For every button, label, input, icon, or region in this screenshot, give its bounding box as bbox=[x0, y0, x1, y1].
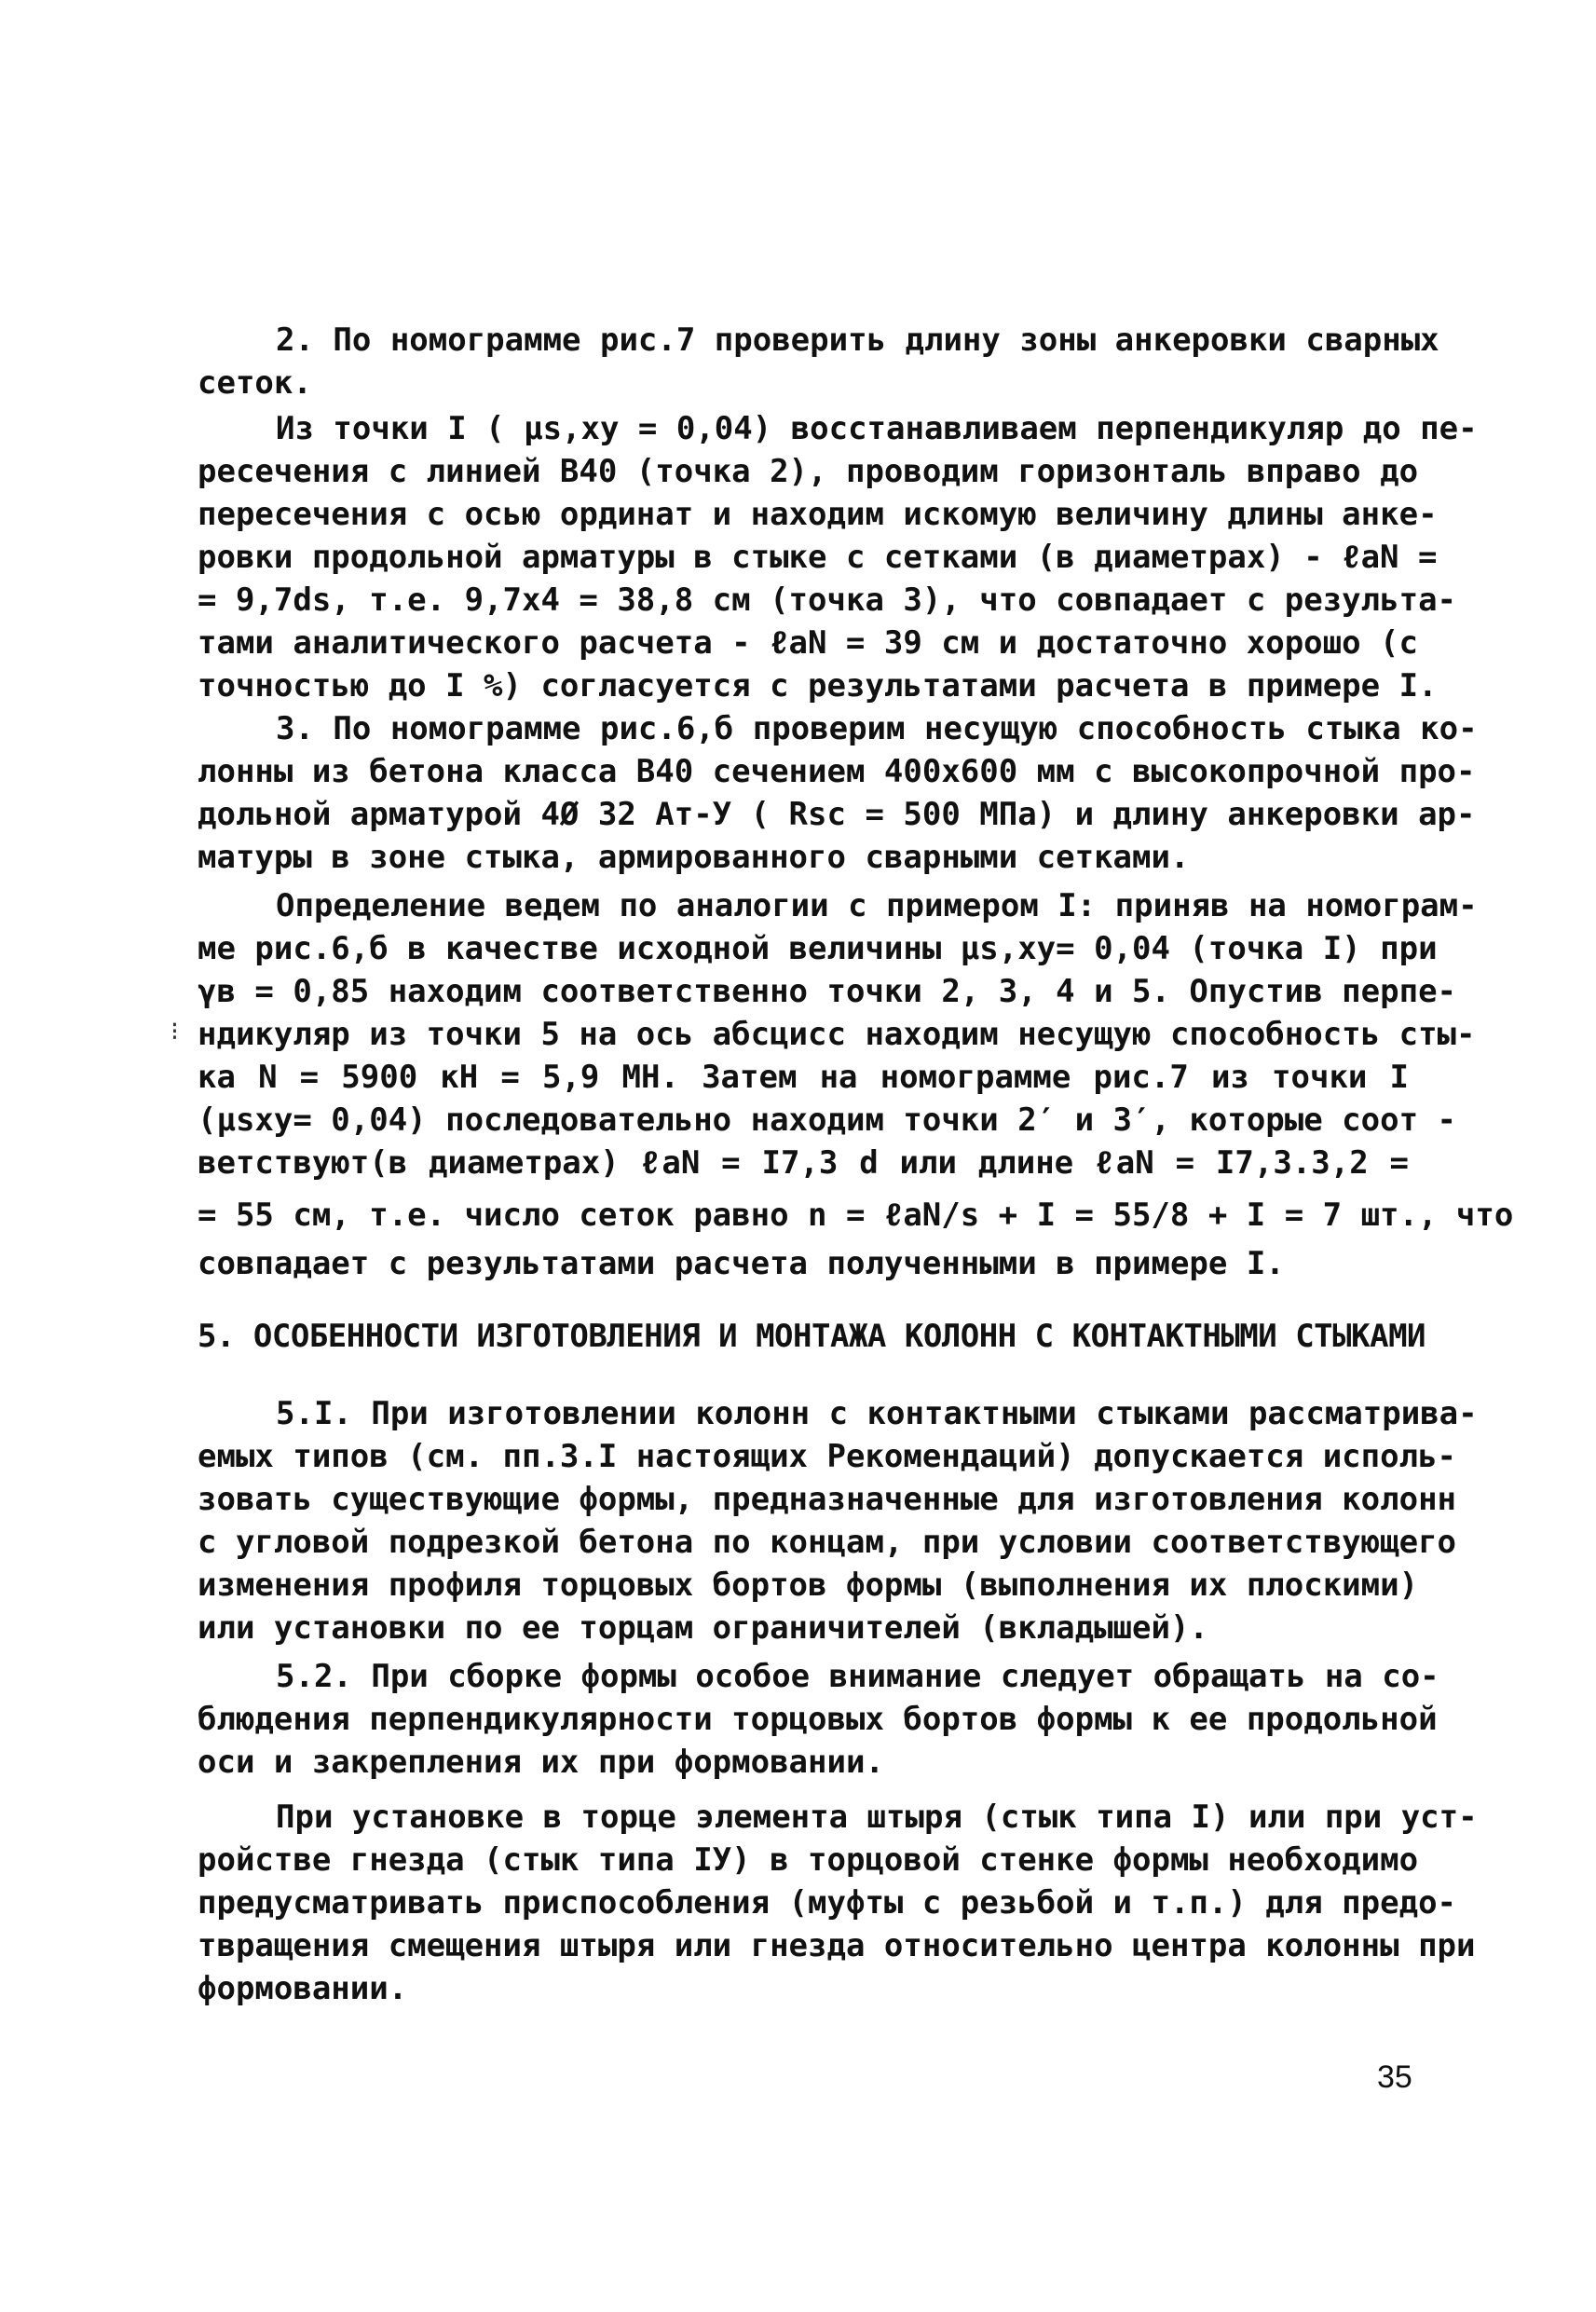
text-line: = 55 см, т.е. число сеток равно n = ℓaN/s + I = 55/8 + I = 7 шт., что bbox=[198, 1197, 1514, 1234]
text-line: формовании. bbox=[198, 1970, 408, 2007]
text-line: ка N = 5900 кН = 5,9 МН. Затем на номограмме рис.7 из точки I bbox=[198, 1059, 1409, 1096]
text-line: совпадает с результатами расчета полученными в примере I. bbox=[198, 1245, 1285, 1282]
text-line: 3. По номограмме рис.6,б проверим несущую способность стыка ко- bbox=[276, 710, 1478, 747]
section-heading: 5. ОСОБЕННОСТИ ИЗГОТОВЛЕНИЯ И МОНТАЖА КОЛОНН С КОНТАКТНЫМИ СТЫКАМИ bbox=[198, 1318, 1426, 1355]
page-number: 35 bbox=[1377, 2059, 1412, 2095]
text-line: ндикуляр из точки 5 на ось абсцисс находим несущую способность сты- bbox=[198, 1016, 1476, 1053]
text-line: Определение ведем по аналогии с примером I: приняв на номограм- bbox=[276, 887, 1478, 924]
text-line: При установке в торце элемента штыря (стык типа I) или при уст- bbox=[276, 1799, 1478, 1836]
text-line: ветствуют(в диаметрах) ℓaN = I7,3 d или длине ℓaN = I7,3.3,2 = bbox=[198, 1144, 1409, 1182]
text-line: ровки продольной арматуры в стыке с сетками (в диаметрах) - ℓaN = bbox=[198, 539, 1438, 576]
text-line: или установки по ее торцам ограничителей (вкладышей). bbox=[198, 1609, 1208, 1647]
text-line: = 9,7ds, т.е. 9,7x4 = 38,8 см (точка 3), что совпадает с результа- bbox=[198, 581, 1457, 619]
text-line: (μsxy= 0,04) последовательно находим точки 2′ и 3′, которые соот - bbox=[198, 1101, 1457, 1139]
text-line: с угловой подрезкой бетона по концам, при условии соответствующего bbox=[198, 1524, 1457, 1561]
text-line: зовать существующие формы, предназначенные для изготовления колонн bbox=[198, 1481, 1457, 1518]
text-line: оси и закрепления их при формовании. bbox=[198, 1744, 884, 1781]
text-line: сеток. bbox=[198, 364, 312, 402]
text-line: тами аналитического расчета - ℓaN = 39 см и достаточно хорошо (с bbox=[198, 624, 1418, 662]
text-line: ресечения с линией В40 (точка 2), проводим горизонталь вправо до bbox=[198, 453, 1419, 490]
text-line: емых типов (см. пп.3.I настоящих Рекомендаций) допускается исполь- bbox=[198, 1438, 1457, 1475]
text-line: дольной арматурой 4Ø 32 Ат-У ( Rsc = 500 МПа) и длину анкеровки ар- bbox=[198, 796, 1476, 833]
text-line: изменения профиля торцовых бортов формы (выполнения их плоскими) bbox=[198, 1566, 1419, 1604]
text-line: 2. По номограмме рис.7 проверить длину зоны анкеровки сварных bbox=[276, 321, 1439, 359]
text-line: ройстве гнезда (стык типа IУ) в торцовой стенке формы необходимо bbox=[198, 1841, 1419, 1879]
text-line: блюдения перпендикулярности торцовых бортов формы к ее продольной bbox=[198, 1701, 1438, 1738]
text-line: твращения смещения штыря или гнезда относительно центра колонны при bbox=[198, 1927, 1476, 1964]
text-line: 5.I. При изготовлении колонн с контактными стыками рассматрива- bbox=[276, 1395, 1478, 1432]
text-line: пересечения с осью ординат и находим искомую величину длины анке- bbox=[198, 496, 1438, 533]
text-line: Из точки I ( μs,xy = 0,04) восстанавливаем перпендикуляр до пе- bbox=[276, 410, 1478, 447]
text-line: 5.2. При сборке формы особое внимание следует обращать на со- bbox=[276, 1658, 1439, 1695]
text-line: ме рис.6,б в качестве исходной величины μs,xy= 0,04 (точка I) при bbox=[198, 930, 1438, 967]
text-line: точностью до I %) согласуется с результатами расчета в примере I. bbox=[198, 667, 1438, 705]
text-line: предусматривать приспособления (муфты с резьбой и т.п.) для предо- bbox=[198, 1884, 1457, 1922]
text-line: γв = 0,85 находим соответственно точки 2, 3, 4 и 5. Опустив перпе- bbox=[198, 973, 1457, 1010]
text-line: матуры в зоне стыка, армированного сварными сетками. bbox=[198, 839, 1190, 876]
margin-mark: ⁝ bbox=[171, 1016, 179, 1047]
text-line: лонны из бетона класса В40 сечением 400x600 мм с высокопрочной про- bbox=[198, 753, 1476, 790]
